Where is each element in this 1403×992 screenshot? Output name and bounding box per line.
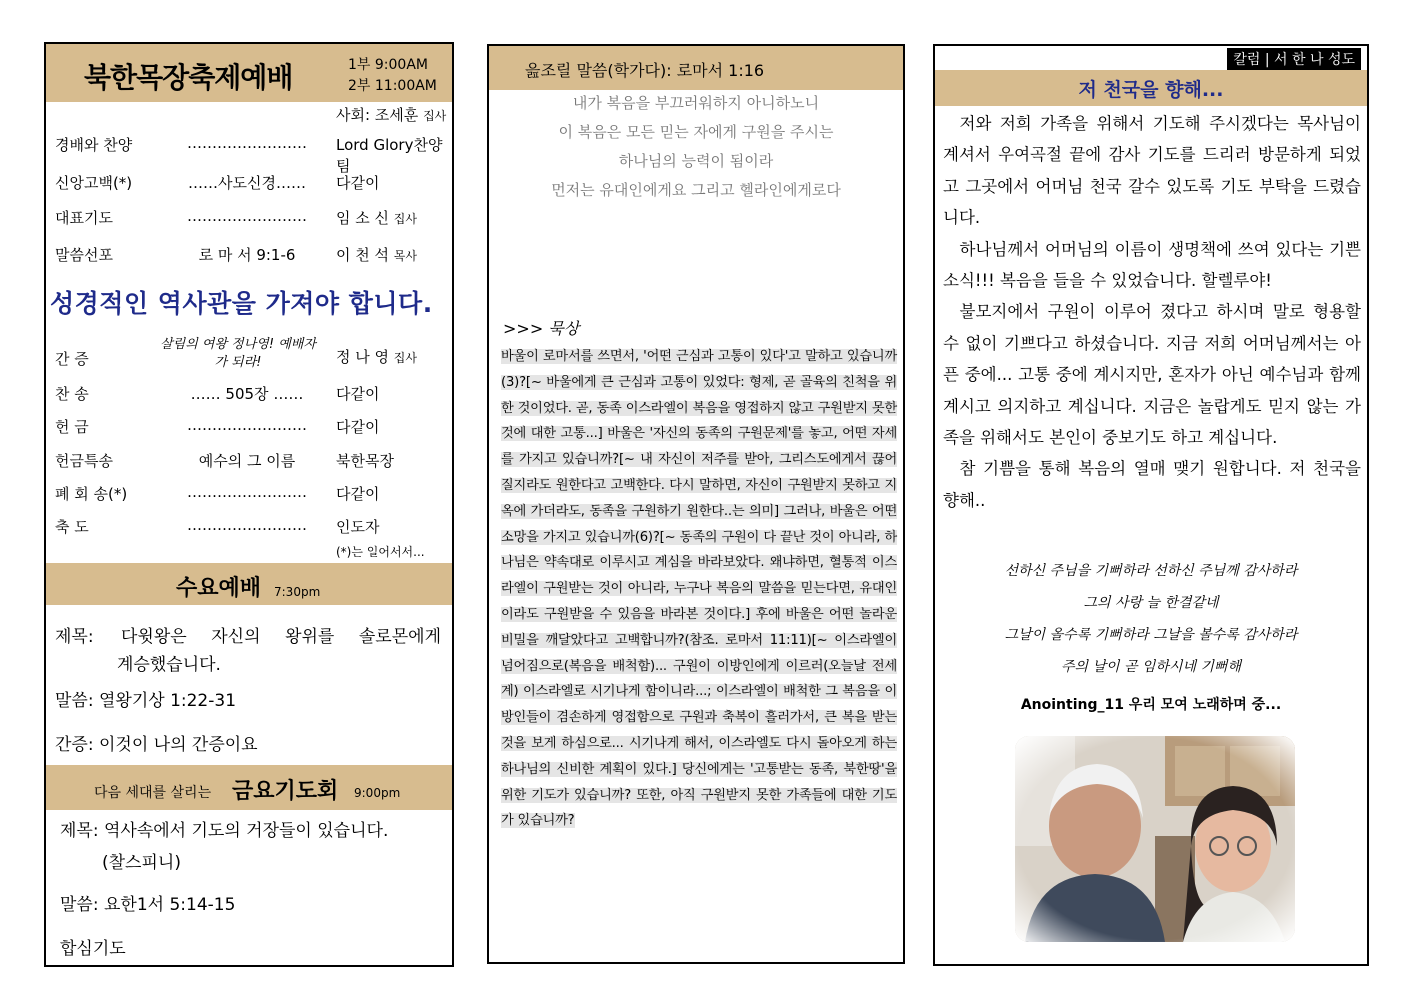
order-row: 찬 송 …… 505장 …… 다같이: [55, 385, 380, 403]
verse-line: 내가 복음을 부끄러워하지 아니하노니: [572, 94, 820, 112]
column-paragraph: 하나님께서 어머님의 이름이 생명책에 쓰여 있다는 기쁜 소식!!! 복음을 들을 수 있었습니다. 할렐루야!: [943, 239, 1361, 291]
wednesday-header: [46, 563, 452, 605]
stand-note: (*)는 일어서서...: [336, 545, 425, 559]
wednesday-word: 말씀: 열왕기상 1:22-31: [55, 691, 237, 711]
order-row: 대표기도 …………………… 임 소 신 집사: [55, 207, 417, 227]
friday-title: 금요기도회: [232, 779, 339, 804]
verse-line: 이 복음은 모든 믿는 자에게 구원을 주시는: [558, 123, 834, 141]
column-body: [943, 108, 1361, 516]
column-panel: [933, 44, 1369, 966]
service-time-1: 1부 9:00AM: [348, 57, 428, 73]
family-photo-illustration: [1015, 736, 1295, 942]
friday-word: 말씀: 요한1서 5:14-15: [60, 895, 236, 915]
song-credit: Anointing_11 우리 모여 노래하며 중...: [1020, 697, 1282, 713]
wednesday-title: 수요예배: [176, 576, 262, 601]
moderator: 사회: 조세훈 집사: [336, 106, 447, 124]
lyric-line: 그의 사랑 늘 한결같네: [1083, 595, 1219, 611]
order-row: 말씀선포 로 마 서 9:1-6 이 천 석 목사: [55, 246, 417, 264]
column-label: 칼럼 | 서 한 나 성도: [1227, 48, 1361, 70]
wednesday-subject: 제목: 다윗왕은 자신의 왕위를 솔로몬에게: [55, 627, 441, 647]
wednesday-testimony: 간증: 이것이 나의 간증이요: [55, 735, 258, 755]
verse-line: 먼저는 유대인에게요 그리고 헬라인에게로다: [551, 181, 841, 199]
order-row: 축 도 …………………… 인도자: [55, 516, 380, 536]
friday-header: [46, 765, 452, 810]
order-row: 폐 회 송(*) …………………… 다같이: [55, 483, 380, 503]
meditation-text: 바울이 로마서를 쓰면서, '어떤 근심과 고통이 있다'고 말하고 있습니까(3)?[~ 바울에게 큰 근심과 고통이 있었다: 형제, 곧 골육의 친척을 위한 것이었다. 곧, 동족 이스라엘이 복음을 영접하지 않고 구원받지 못한 것에 대한 고통...] 바울은 '자신의 동족의 구원문제'를 놓고, 어떤 자세를 가지고 있습니까?[~ 내 자신이 저주를 받아, 그리스도에게서 끊어질지라도 원한다고 고백한다. 다시 말하면, 자신이 구원받지 못하고 지옥에 가더라도, 동족을 구원하기 원한다..는 의미] 그러나, 바울은 어떤 소망을 가지고 있습니까(6)?[~ 동족의 구원이 다 끝난 것이 아니라, 하나님은 약속대로 이루시고 계심을 바라보았다. 왜냐하면, 혈통적 이스라엘이 구원받는 것이 아니라, 누구나 복음의 말씀을 믿는다면, 유대인이라도 구원받을 수 있음을 바라본 것이다.] 후에 바울은 어떤 놀라운 비밀을 깨달았다고 고백합니까?(참조. 로마서 11:11)[~ 이스라엘이 넘어짐으로(복음을 배척함)... 구원이 이방인에게 이르러(오늘날 전세계) 이스라엘로 시기나게 함이니라...; 이스라엘이 배척한 그 복음을 이방인들이 겸손하게 영접함으로 구원과 축복이 흘러가서, 큰 복을 받는 것을 보게 하심으로... 시기나게 해서, 이스라엘도 다시 돌아오게 하는 하나님의 신비한 계획이 있다.] 당신에게는 '고통받는 동족, 북한땅'을 위한 기도가 있습니까? 또한, 아직 구원받지 못한 가족들에 대한 기도가 있습니까?: [501, 349, 897, 829]
lyric-line: 주의 날이 곧 임하시네 기뻐해: [1060, 659, 1242, 675]
sermon-title: 성경적인 역사관을 가져야 합니다.: [50, 289, 433, 318]
column-paragraph: 참 기쁨을 통해 복음의 열매 맺기 원합니다. 저 천국을 향해..: [943, 459, 1361, 510]
order-row: 헌 금 …………………… 다같이: [55, 416, 380, 436]
meditation-panel: [487, 44, 905, 964]
wednesday-subject-cont: 계승했습니다.: [117, 655, 221, 675]
column-paragraph: 저와 저희 가족을 위해서 기도해 주시겠다는 목사님이 계셔서 우여곡절 끝에 감사 기도를 드리러 방문하게 되었고 그곳에서 어머님 천국 갈수 있도록 기도 부탁을 드렸습니다.: [943, 114, 1361, 228]
verse-line: 하나님의 능력이 됨이라: [618, 152, 774, 170]
order-row: 헌금특송 예수의 그 이름 북한목장: [55, 452, 394, 470]
worship-title: 북한목장축제예배: [84, 61, 293, 94]
worship-order-panel: [44, 42, 454, 967]
friday-subject: 제목: 역사속에서 기도의 거장들이 있습니다.: [60, 821, 389, 841]
service-time-2: 2부 11:00AM: [348, 78, 437, 94]
meditation-label: >>> 묵상: [503, 319, 580, 338]
lyric-line: 선하신 주님을 기뻐하라 선하신 주님께 감사하라: [1004, 563, 1298, 579]
friday-prefix: 다음 세대를 살리는: [94, 785, 212, 801]
friday-subject-cont: (찰스피니): [102, 853, 181, 873]
order-row: 경배와 찬양 …………………… Lord Glory찬양팀: [55, 134, 443, 175]
recitation-header: [489, 46, 903, 90]
recitation-title: 읊조릴 말씀(학가다): 로마서 1:16: [525, 61, 765, 80]
order-row: 신앙고백(*) ……사도신경…… 다같이: [55, 174, 380, 192]
column-paragraph: 불모지에서 구원이 이루어 졌다고 하시며 말로 형용할 수 없이 기쁘다고 하셨습니다. 지금 저희 어머님께서는 아픈 중에... 고통 중에 계시지만, 혼자가 아닌 예수님과 함께 계시고 의지하고 계십니다. 지금은 놀랍게도 믿지 않는 가족을 위해서도 본인이 중보기도 하고 계십니다.: [943, 302, 1361, 448]
meditation-body: [501, 344, 897, 834]
friday-time: 9:00pm: [354, 786, 401, 800]
column-title: 저 천국을 향해...: [1078, 79, 1224, 101]
family-photo: [1015, 736, 1295, 942]
friday-prayer: 합심기도: [60, 939, 126, 959]
wednesday-time: 7:30pm: [274, 585, 321, 599]
lyric-line: 그날이 올수록 기뻐하라 그날을 볼수록 감사하라: [1004, 627, 1298, 643]
worship-header: [46, 44, 452, 102]
column-header: [935, 70, 1367, 106]
order-row: 간 증 살림의 여왕 정나영! 예배자가 되라! 정 나 영 집사: [55, 337, 417, 370]
